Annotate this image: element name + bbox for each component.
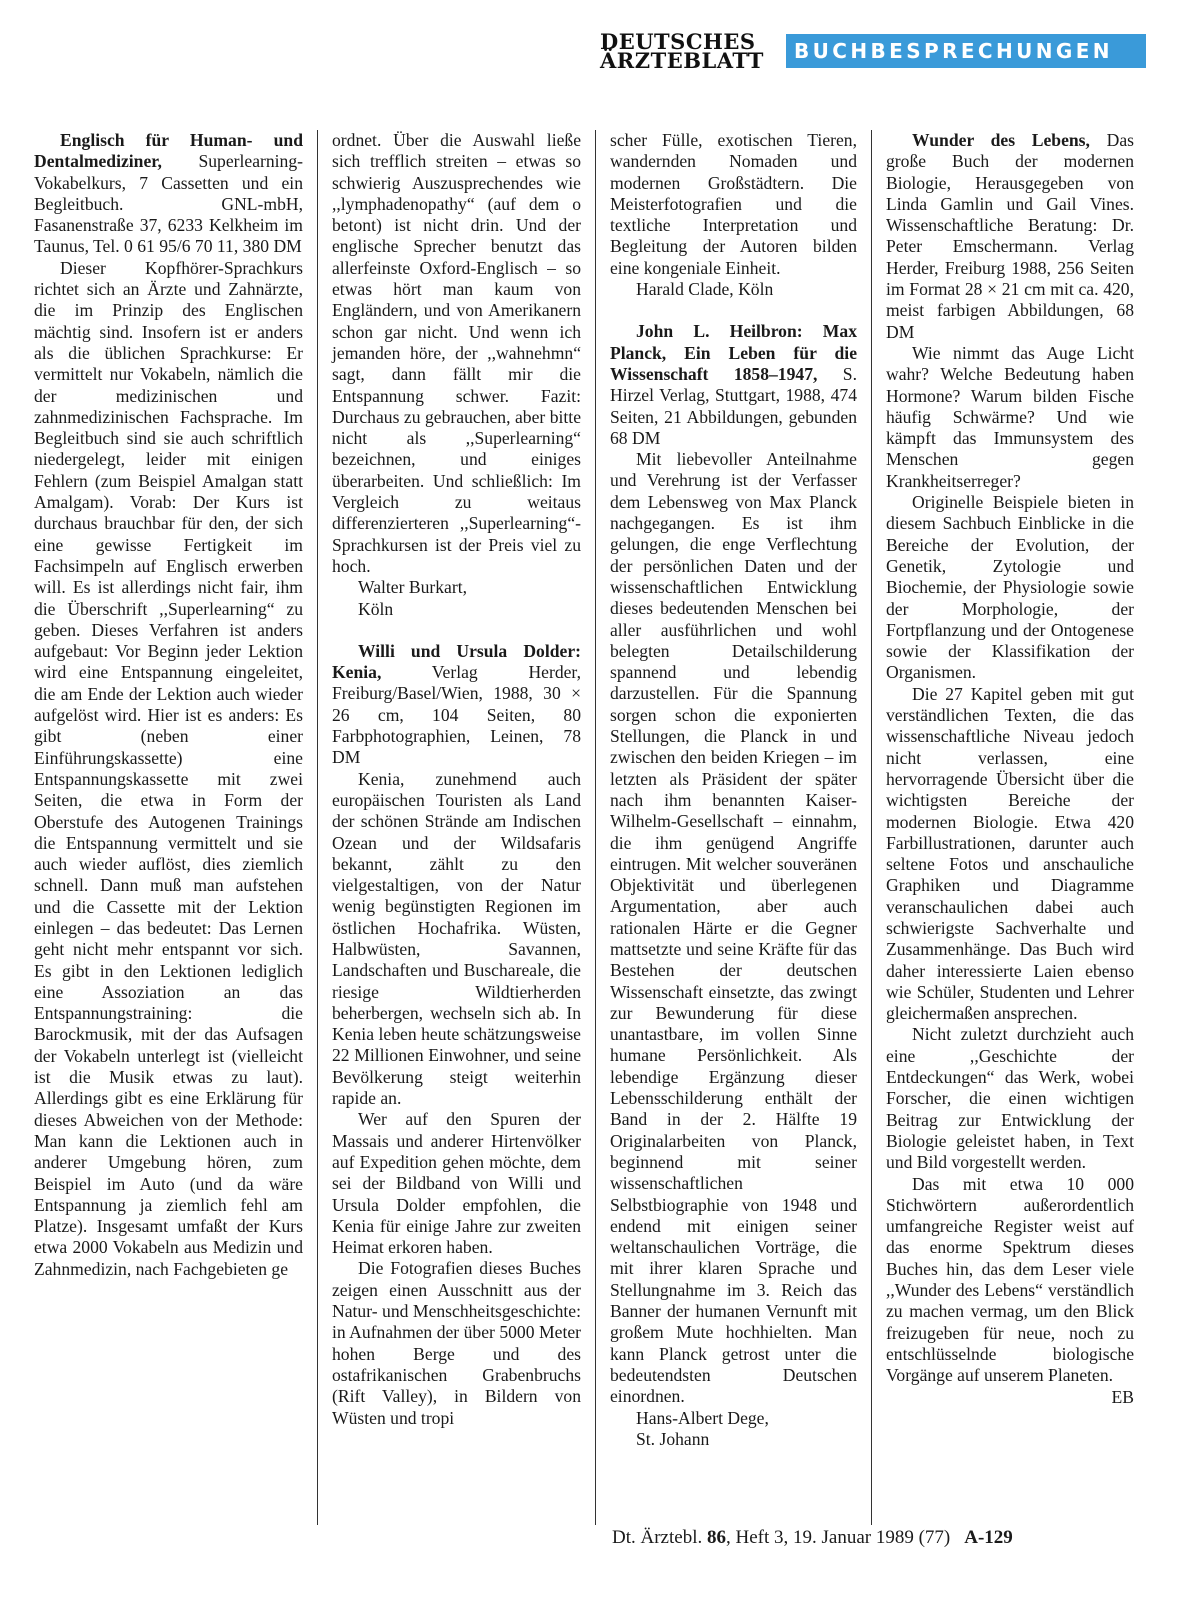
review-planck-biblio: S. Hirzel Verlag, Stuttgart, 1988, 474 Seiten, 21 Abbildungen, gebunden 68 DM xyxy=(610,363,857,448)
review-english-body-part2: ordnet. Über die Auswahl ließe sich trefflich streiten – etwas so schwierig Auszusprechendes wie ,,lymphadenopathy“ (auf dem o betont) ist nicht drin. Und der englische Sprecher benutzt das allerfeinste Oxford-Englisch – so etwas hört man kaum von Engländern, und von Amerikanern schon gar nicht. Und wenn ich jemanden höre, der ,,wahnehmn“ sagt, dann fällt mir die Entspannung schwer. Fazit: Durchaus zu gebrauchen, aber bitte nicht als ,,Superlearning“ bezeichnen, und einiges überarbeiten. Und schließlich: Im Vergleich zu weitaus differenzierteren ,,Superlearning“-Sprachkursen ist der Preis viel zu hoch. xyxy=(332,130,581,576)
column-3 xyxy=(595,130,871,1525)
article-columns xyxy=(34,130,1134,1525)
review-english-signature-city: Köln xyxy=(358,598,394,619)
review-kenia-title: Willi und Ursula Dolder: Kenia, xyxy=(332,640,581,683)
review-biology-paragraph-4: Nicht zuletzt durchzieht auch eine ,,Geschichte der Entdeckungen“ das Werk, wobei Forscher, die einen wichtigen Beitrag zur Entwicklung der Biologie geleistet haben, in Text und Bild vorgestellt werden. xyxy=(886,1024,1134,1173)
review-kenia-header xyxy=(332,641,581,769)
footer-issue-date: , Heft 3, 19. Januar 1989 (77) xyxy=(725,1527,951,1548)
column-4 xyxy=(871,130,1134,1525)
section-title: BUCHBESPRECHUNGEN xyxy=(786,34,1146,68)
review-kenia-paragraph-3-start: Die Fotografien dieses Buches zeigen einen Ausschnitt aus der Natur- und Menschheitsgeschichte: in Aufnahmen der über 5000 Meter hohen Berge und des ostafrikanischen Grabenbruchs (Rift Valley), in Bildern von Wüsten und tropi xyxy=(332,1258,581,1428)
review-biology-paragraph-1: Wie nimmt das Auge Licht wahr? Welche Bedeutung haben Hormone? Warum bilden Fische häufig Schwärme? Und wie kämpft das Immunsystem des Menschen gegen Krankheitserreger? xyxy=(886,342,1134,491)
column-1 xyxy=(34,130,317,1525)
review-kenia-signature: Harald Clade, Köln xyxy=(636,279,774,300)
review-biology-signature: EB xyxy=(1111,1386,1134,1407)
review-english-title: Englisch für Human- und Dentalmediziner, xyxy=(34,130,303,172)
page-number: A-129 xyxy=(964,1527,1013,1548)
footer-citation: Dt. Ärztebl. xyxy=(612,1527,707,1548)
review-english-signature-name: Walter Burkart, xyxy=(358,577,467,598)
review-biology-paragraph-3: Die 27 Kapitel geben mit gut verständlichen Texten, die das wissenschaftliche Niveau jedoch nicht verlassen, eine hervorragende Übersicht über die wichtigsten Bereiche der modernen Biologie. Etwa 420 Farbillustrationen, darunter auch seltene Fotos und anschauliche Graphiken und Diagramme veranschaulichen dabei auch schwierigste Sachverhalte und Zusammenhänge. Das Buch wird daher interessierte Laien ebenso wie Schüler, Studenten und Lehrer gleichermaßen ansprechen. xyxy=(886,683,1134,1024)
review-english-body-part1: Dieser Kopfhörer-Sprachkurs richtet sich an Ärzte und Zahnärzte, die im Prinzip des Englischen mächtig sind. Insofern ist er anders als die üblichen Sprachkurse: Er vermittelt nur Vokabeln, nämlich die der medizinischen und zahnmedizinischen Fachsprache. Im Begleitbuch sind sie auch schriftlich niedergelegt, leider mit einigen Fehlern (zum Beispiel Amalgan statt Amalgam). Vorab: Der Kurs ist durchaus brauchbar für den, der sich eine gewisse Fertigkeit im Fachsimpeln auf Englisch erwerben will. Es ist allerdings nicht fair, ihm die Überschrift ,,Superlearning“ zu geben. Dieses Verfahren ist anders aufgebaut: Vor Beginn jeder Lektion wird eine Entspannung eingeleitet, die am Ende der Lektion auch wieder aufgelöst wird. Hier ist es anders: Es gibt (neben einer Einführungskassette) eine Entspannungskassette mit zwei Seiten, die etwa in Form der Oberstufe des Autogenen Trainings die Entspannung vermittelt und sie auch wieder auflöst, dies ziemlich schnell. Dann muß man aufstehen und die Cassette mit der Lektion einlegen – das bedeutet: Das Lernen geht nicht mehr entspannt vor sich. Es gibt in den Lektionen lediglich eine Assoziation an das Entspannungstraining: die Barockmusik, mit der das Aufsagen der Vokabeln unterlegt ist (vielleicht ist die Musik etwas zu laut). Allerdings gibt es eine Erklärung für dieses Abweichen von der Methode: Man kann die Lektionen auch in anderer Umgebung hören, zum Beispiel im Auto (und da wäre Entspannung ja ziemlich fehl am Platze). Insgesamt umfaßt der Kurs etwa 2000 Vokabeln aus Medizin und Zahnmedizin, nach Fachgebieten ge xyxy=(34,257,303,1279)
review-kenia-paragraph-2: Wer auf den Spuren der Massais und anderer Hirtenvölker auf Expedition gehen möchte, dem sei der Bildband von Willi und Ursula Dolder empfohlen, die Kenia für einige Jahre zur zweiten Heimat erkoren haben. xyxy=(332,1109,581,1258)
review-kenia-paragraph-3-end: scher Fülle, exotischen Tieren, wandernden Nomaden und modernen Großstädtern. Die Meisterfotografien und die textliche Interpretation und Begleitung der Autoren bilden eine kongeniale Einheit. xyxy=(610,130,857,278)
review-kenia-biblio: Verlag Herder, Freiburg/Basel/Wien, 1988, 30 × 26 cm, 104 Seiten, 80 Farbphotographien, Leinen, 78 DM xyxy=(332,662,581,768)
review-planck-signature-city: St. Johann xyxy=(636,1428,710,1449)
page-footer xyxy=(612,1527,1013,1549)
masthead-line-1: DEUTSCHES xyxy=(600,29,756,54)
review-biology-paragraph-2: Originelle Beispiele bieten in diesem Sachbuch Einblicke in die Bereiche der Evolution, der Genetik, Zytologie und Biochemie, der Physiologie sowie der Morphologie, der Fortpflanzung und der Ontogenese sowie der Klassifikation der Organismen. xyxy=(886,492,1134,683)
review-planck-title: John L. Heilbron: Max Planck, Ein Leben für die Wissenschaft 1858–1947, xyxy=(610,321,857,384)
column-2 xyxy=(317,130,595,1525)
footer-volume: 86 xyxy=(706,1527,726,1548)
review-biology-biblio: Das große Buch der modernen Biologie, Herausgegeben von Linda Gamlin und Gail Vines. Wissenschaftliche Beratung: Dr. Peter Emschermann. Verlag Herder, Freiburg 1988, 256 Seiten im Format 28 × 21 cm mit ca. 420, meist farbigen Abbildungen, 68 DM xyxy=(886,130,1134,342)
review-english-biblio: Superlearning-Vokabelkurs, 7 Cassetten und ein Begleitbuch. GNL-mbH, Fasanenstraße 37, 6233 Kelkheim im Taunus, Tel. 0 61 95/6 70 11, 380 DM xyxy=(34,151,303,257)
review-planck-signature-name: Hans-Albert Dege, xyxy=(636,1407,769,1428)
review-biology-paragraph-5-text: Das mit etwa 10 000 Stichwörtern außerordentlich umfangreiche Register weist auf das enorme Spektrum dieses Buches hin, das dem Leser viele ,,Wunder des Lebens“ verständlich zu machen vermag, um den Blick freizugeben für neue, noch zu entschlüsselnde biologische Vorgänge auf unserem Planeten. xyxy=(886,1173,1134,1386)
review-kenia-paragraph-1: Kenia, zunehmend auch europäischen Touristen als Land der schönen Strände am Indischen Ozean und der Wildsafaris bekannt, zählt zu den vielgestaltigen, von der Natur wenig begünstigten Regionen im östlichen Hochafrika. Wüsten, Halbwüsten, Savannen, Landschaften und Buschareale, die riesige Wildtierherden beherbergen, wechseln sich ab. In Kenia leben heute schätzungsweise 22 Millionen Einwohner, und seine Bevölkerung steigt weiterhin rapide an. xyxy=(332,768,581,1109)
review-planck-header xyxy=(610,321,857,449)
review-biology-title: Wunder des Lebens, xyxy=(912,130,1090,150)
review-english-header xyxy=(34,130,303,258)
review-biology-header xyxy=(886,130,1134,343)
masthead-line-2: ÄRZTEBLATT xyxy=(600,48,764,73)
journal-masthead xyxy=(600,29,764,73)
review-biology-paragraph-5 xyxy=(886,1173,1134,1407)
review-planck-paragraph-1: Mit liebevoller Anteilnahme und Verehrung ist der Verfasser dem Lebensweg von Max Planck nachgegangen. Es ist ihm gelungen, die enge Verflechtung der persönlichen Daten und der wissenschaftlichen Entwicklung dieses bedeutenden Menschen bei aller ausführlichen und wohl belegten Detailschilderung spannend und lebendig darzustellen. Für die Spannung sorgen schon die exponierten Stellungen, die Planck in und zwischen den beiden Kriegen – im letzten als Präsident der später nach ihm benannten Kaiser-Wilhelm-Gesellschaft – einnahm, die ihm genügend Angriffe eintrugen. Mit welcher souveränen Objektivität und überlegenen Argumentation, aber auch rationalen Härte er die Gegner mattsetzte und seine Kräfte für das Bestehen der deutschen Wissenschaft einsetzte, das zwingt zur Bewunderung für diese unantastbare, im vollen Sinne humane Persönlichkeit. Als lebendige Ergänzung dieser Lebensschilderung enthält der Band in der 2. Hälfte 19 Originalarbeiten von Planck, beginnend mit seiner wissenschaftlichen Selbstbiographie von 1948 und endend mit einigen seiner weltanschaulichen Vorträge, die mit ihrer klaren Sprache und Stellungnahme im 3. Reich das Banner der humanen Vernunft mit großem Mute hochhielten. Man kann Planck getrost unter die bedeutendsten Deutschen einordnen. xyxy=(610,449,857,1407)
